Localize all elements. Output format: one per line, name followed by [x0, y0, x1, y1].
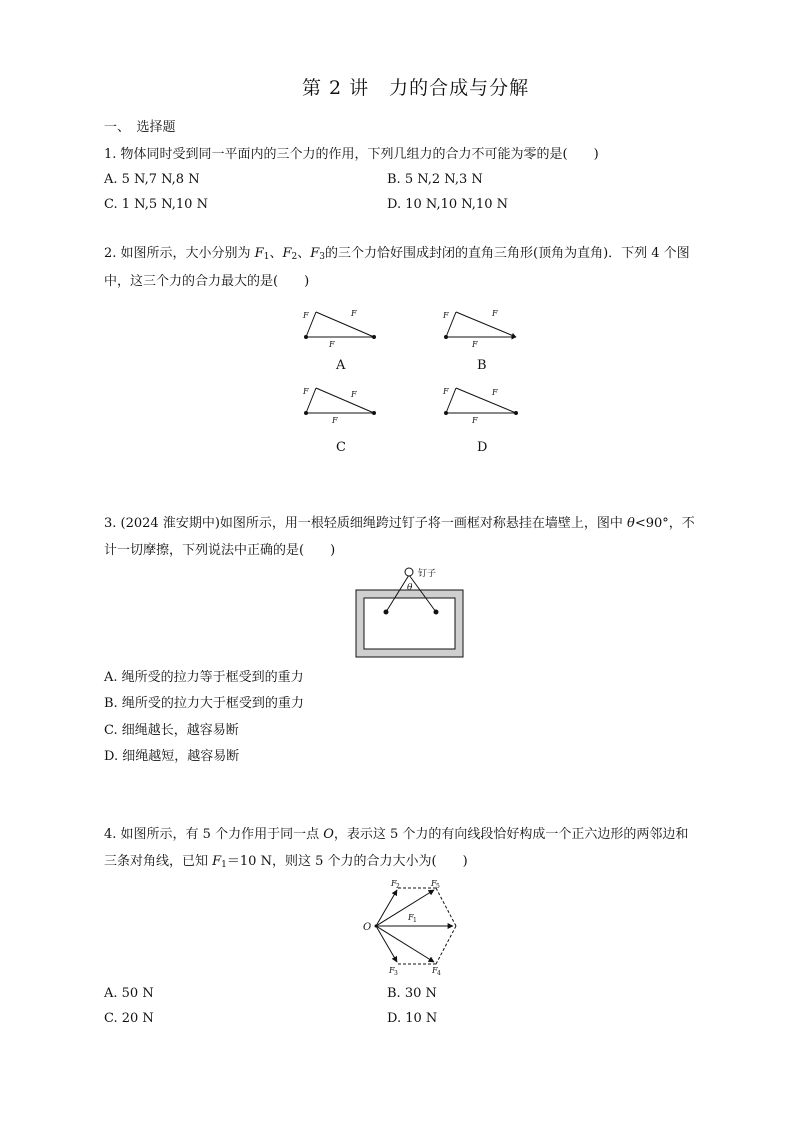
q4-option-b[interactable]: B. 30 N — [387, 986, 437, 1001]
svg-text:O: O — [363, 922, 372, 933]
svg-text:5: 5 — [436, 883, 440, 890]
triangle-a — [305, 312, 376, 339]
svg-text:F: F — [351, 390, 357, 399]
triangle-force-labels — [302, 309, 498, 425]
svg-text:F: F — [408, 913, 414, 922]
svg-text:F: F — [351, 309, 357, 318]
q3-option-c[interactable]: C. 细绳越长，越容易断 — [104, 723, 239, 738]
hook-right — [434, 610, 439, 615]
nail-label: 钉子 — [418, 569, 437, 579]
q3-stem-line2: 计一切摩擦，下列说法中正确的是( ) — [104, 543, 336, 558]
frame-inner — [364, 598, 455, 649]
q1-option-d[interactable]: D. 10 N,10 N,10 N — [387, 197, 508, 212]
q4-option-d[interactable]: D. 10 N — [387, 1011, 438, 1026]
svg-text:F: F — [472, 340, 478, 349]
force-arrows — [376, 890, 453, 962]
svg-text:F: F — [431, 879, 437, 888]
q2-label-a: A — [336, 358, 346, 373]
triangle-c — [305, 388, 376, 415]
hook-left — [384, 610, 389, 615]
q3-option-b[interactable]: B. 绳所受的拉力大于框受到的重力 — [104, 696, 304, 711]
q3-picture-frame-figure — [352, 562, 472, 662]
svg-text:1: 1 — [413, 917, 417, 924]
svg-text:F: F — [443, 311, 449, 320]
svg-text:F: F — [332, 416, 338, 425]
svg-text:2: 2 — [396, 883, 400, 890]
q2-label-c: C — [336, 440, 346, 455]
q4-option-c[interactable]: C. 20 N — [104, 1011, 154, 1026]
q4-stem-line2: 三条对角线，已知 $F_1=10$ N，则这 5 个力的合力大小为( ) — [104, 854, 468, 870]
svg-text:F: F — [492, 388, 498, 397]
q3-option-d[interactable]: D. 细绳越短，越容易断 — [104, 749, 240, 764]
svg-text:F: F — [303, 387, 309, 396]
q4-hexagon-figure — [360, 876, 470, 976]
q4-stem-line1: 4. 如图所示，有 5 个力作用于同一点 O，表示这 5 个力的有向线段恰好构成一个正六边形的两邻边和 — [104, 827, 689, 842]
q2-label-d: D — [477, 440, 488, 455]
q4-option-a[interactable]: A. 50 N — [104, 986, 154, 1001]
svg-text:F: F — [391, 879, 397, 888]
hexagon-force-labels — [363, 879, 438, 975]
svg-text:F: F — [472, 416, 478, 425]
section-heading: 一、 选择题 — [104, 120, 176, 135]
theta-label: θ — [407, 583, 413, 593]
q1-option-c[interactable]: C. 1 N,5 N,10 N — [104, 197, 208, 212]
svg-text:F: F — [389, 966, 395, 975]
triangle-b — [445, 312, 517, 339]
svg-text:3: 3 — [394, 970, 398, 976]
svg-text:F: F — [443, 387, 449, 396]
svg-text:F: F — [432, 966, 438, 975]
svg-text:F: F — [329, 340, 335, 349]
page-title: 第 2 讲 力的合成与分解 — [302, 77, 530, 99]
q2-stem-line1: 2. 如图所示，大小分别为 $F_1$、$F_2$、$F_3$的三个力恰好围成封闭的直角三角形(顶角为直角)．下列 4 个图 — [104, 246, 690, 262]
q1-option-a[interactable]: A. 5 N,7 N,8 N — [104, 172, 200, 187]
nail-icon — [405, 568, 413, 576]
q2-triangle-figures — [296, 300, 536, 430]
q2-label-b: B — [477, 358, 487, 373]
q1-stem: 1. 物体同时受到同一平面内的三个力的作用，下列几组力的合力不可能为零的是( ) — [104, 147, 599, 162]
svg-text:F: F — [303, 311, 309, 320]
q3-stem-line1: 3. (2024 淮安期中)如图所示，用一根轻质细绳跨过钉子将一画框对称悬挂在墙壁上，图中 θ<90°，不 — [104, 516, 695, 531]
triangle-d — [445, 388, 518, 415]
svg-text:F: F — [492, 309, 498, 318]
q3-option-a[interactable]: A. 绳所受的拉力等于框受到的重力 — [104, 670, 304, 685]
svg-text:4: 4 — [437, 970, 441, 976]
q1-option-b[interactable]: B. 5 N,2 N,3 N — [387, 172, 483, 187]
q2-stem-line2: 中，这三个力的合力最大的是( ) — [104, 274, 310, 289]
